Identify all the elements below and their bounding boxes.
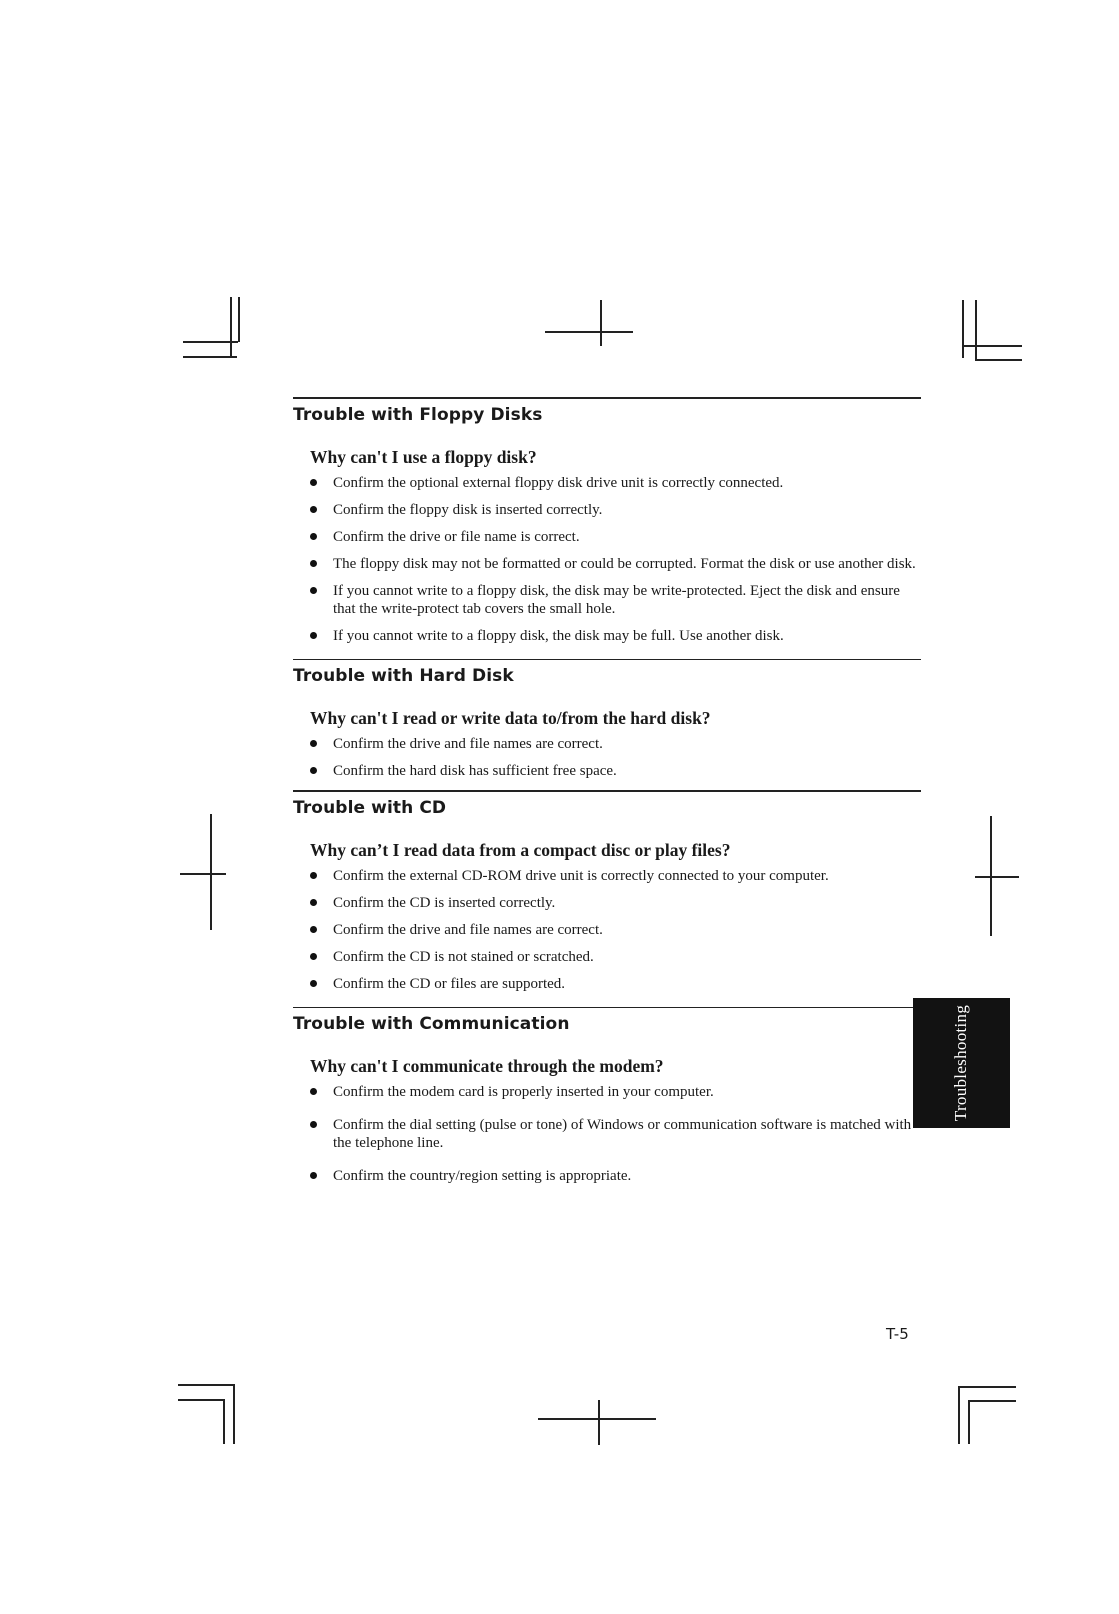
bullet-icon xyxy=(310,872,317,879)
section-title: Trouble with CD xyxy=(293,797,447,818)
bullet-list xyxy=(309,1083,921,1185)
list-item xyxy=(309,921,923,939)
list-item-text: Confirm the external CD-ROM drive unit is correctly connected to your computer. xyxy=(333,867,829,884)
list-item-text: Confirm the dial setting (pulse or tone) of Windows or communication software is matched with the telephone line. xyxy=(333,1117,912,1151)
section-title: Trouble with Hard Disk xyxy=(293,666,514,686)
list-item-text: If you cannot write to a floppy disk, the disk may be write-protected. Eject the disk and ensure that the write-protect tab covers the small hole. xyxy=(333,582,900,617)
crop-mark xyxy=(598,1400,600,1445)
crop-mark xyxy=(238,297,240,342)
bullet-icon xyxy=(310,740,317,747)
section-communication xyxy=(293,1007,921,1186)
list-item-text: Confirm the drive and file names are correct. xyxy=(333,921,603,938)
list-item xyxy=(309,762,923,780)
crop-mark xyxy=(968,1400,1016,1402)
list-item xyxy=(309,867,923,885)
list-item-text: If you cannot write to a floppy disk, the disk may be full. Use another disk. xyxy=(333,627,784,644)
section-question: Why can't I use a floppy disk? xyxy=(310,446,537,467)
list-item xyxy=(309,1083,923,1101)
section-rule xyxy=(293,790,921,792)
crop-mark xyxy=(975,876,1019,878)
list-item-text: Confirm the modem card is properly inserted in your computer. xyxy=(333,1084,714,1100)
section-floppy-disks xyxy=(293,397,921,645)
section-rule xyxy=(293,1007,921,1009)
bullet-icon xyxy=(310,1172,317,1179)
bullet-icon xyxy=(310,1088,317,1095)
crop-mark xyxy=(178,1399,223,1401)
list-item xyxy=(309,474,923,492)
section-question: Why can’t I read data from a compact disc or play files? xyxy=(310,839,731,860)
section-question: Why can't I read or write data to/from the hard disk? xyxy=(310,708,711,728)
bullet-list xyxy=(309,474,921,645)
crop-mark xyxy=(183,356,237,358)
crop-mark xyxy=(968,1400,970,1444)
crop-mark xyxy=(230,297,232,357)
list-item xyxy=(309,975,923,993)
list-item xyxy=(309,528,923,546)
list-item-text: Confirm the drive and file names are correct. xyxy=(333,736,603,752)
crop-mark xyxy=(210,814,212,930)
crop-mark xyxy=(962,300,964,358)
list-item-text: Confirm the CD is inserted correctly. xyxy=(333,894,556,911)
chapter-side-tab-label: Troubleshooting xyxy=(951,1004,970,1122)
crop-mark xyxy=(958,1386,1016,1388)
list-item xyxy=(309,1116,923,1152)
crop-mark xyxy=(975,300,977,360)
bullet-icon xyxy=(310,479,317,486)
crop-mark xyxy=(180,873,226,875)
crop-mark xyxy=(600,300,602,346)
list-item xyxy=(309,948,923,966)
bullet-icon xyxy=(310,533,317,540)
section-hard-disk xyxy=(293,659,921,781)
bullet-icon xyxy=(310,767,317,774)
crop-mark xyxy=(545,331,633,333)
section-cd xyxy=(293,790,921,993)
section-rule xyxy=(293,397,921,399)
list-item xyxy=(309,555,923,573)
bullet-list xyxy=(309,867,921,993)
chapter-side-tab xyxy=(913,998,1010,1128)
bullet-icon xyxy=(310,1121,317,1128)
crop-mark xyxy=(233,1384,235,1444)
list-item-text: Confirm the floppy disk is inserted correctly. xyxy=(333,501,603,518)
list-item xyxy=(309,582,923,618)
bullet-icon xyxy=(310,587,317,594)
main-content xyxy=(293,397,921,1200)
section-question: Why can't I communicate through the modem? xyxy=(310,1056,664,1076)
bullet-icon xyxy=(310,926,317,933)
bullet-icon xyxy=(310,899,317,906)
list-item-text: The floppy disk may not be formatted or could be corrupted. Format the disk or use another disk. xyxy=(333,555,916,572)
bullet-icon xyxy=(310,506,317,513)
list-item xyxy=(309,627,923,645)
list-item-text: Confirm the CD is not stained or scratched. xyxy=(333,948,594,965)
page-number: T-5 xyxy=(886,1325,909,1343)
bullet-icon xyxy=(310,953,317,960)
bullet-list xyxy=(309,735,921,780)
list-item-text: Confirm the optional external floppy disk drive unit is correctly connected. xyxy=(333,474,784,491)
bullet-icon xyxy=(310,632,317,639)
bullet-icon xyxy=(310,980,317,987)
list-item-text: Confirm the drive or file name is correct. xyxy=(333,528,580,545)
list-item-text: Confirm the CD or files are supported. xyxy=(333,975,566,992)
section-title: Trouble with Floppy Disks xyxy=(293,404,543,425)
crop-mark xyxy=(958,1386,960,1444)
list-item xyxy=(309,1167,923,1185)
crop-mark xyxy=(538,1418,656,1420)
list-item xyxy=(309,501,923,519)
crop-mark xyxy=(962,345,1022,347)
list-item xyxy=(309,735,923,753)
crop-mark xyxy=(223,1399,225,1444)
bullet-icon xyxy=(310,560,317,567)
crop-mark xyxy=(975,359,1022,361)
list-item xyxy=(309,894,923,912)
section-title: Trouble with Communication xyxy=(293,1014,570,1034)
crop-mark xyxy=(178,1384,233,1386)
list-item-text: Confirm the hard disk has sufficient free space. xyxy=(333,763,617,779)
section-rule xyxy=(293,659,921,661)
list-item-text: Confirm the country/region setting is appropriate. xyxy=(333,1168,632,1184)
crop-mark xyxy=(183,341,238,343)
